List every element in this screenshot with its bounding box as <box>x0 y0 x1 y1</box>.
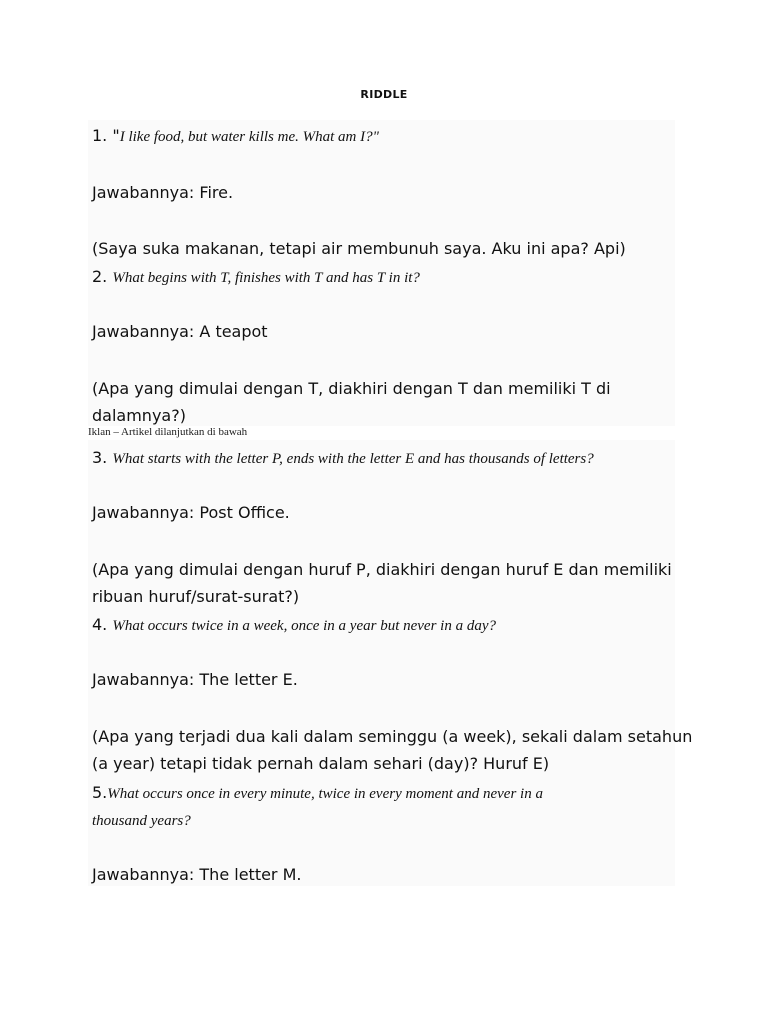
riddle-2-translation-line1: (Apa yang dimulai dengan T, diakhiri dengan T dan memiliki T di <box>92 379 611 398</box>
riddle-2-question <box>92 267 420 288</box>
riddle-4-answer: Jawabannya: The letter E. <box>92 670 298 689</box>
riddle-number: 2. <box>92 267 113 286</box>
riddle-2-answer: Jawabannya: A teapot <box>92 322 268 341</box>
riddle-text: What begins with T, finishes with T and has T in it? <box>112 270 420 286</box>
riddle-2-translation-line2: dalamnya?) <box>92 406 186 425</box>
riddle-5-question-line2 <box>92 810 191 831</box>
riddle-1-answer: Jawabannya: Fire. <box>92 183 234 202</box>
riddle-1-question <box>92 126 379 147</box>
riddle-text: thousand years? <box>92 813 191 829</box>
riddle-text: What starts with the letter P, ends with the letter E and has thousands of letters? <box>112 451 594 467</box>
riddle-4-translation-line1: (Apa yang terjadi dua kali dalam seminggu (a week), sekali dalam setahun <box>92 727 693 746</box>
riddle-number: 5. <box>92 783 108 802</box>
ad-notice: Iklan – Artikel dilanjutkan di bawah <box>88 426 248 438</box>
riddle-3-answer: Jawabannya: Post Office. <box>92 503 290 522</box>
riddle-5-answer: Jawabannya: The letter M. <box>92 865 302 884</box>
riddle-1-translation: (Saya suka makanan, tetapi air membunuh saya. Aku ini apa? Api) <box>92 239 626 258</box>
riddle-number: 1. " <box>92 126 120 145</box>
riddle-4-question <box>92 615 496 636</box>
riddle-number: 4. <box>92 615 113 634</box>
riddle-3-translation-line2: ribuan huruf/surat-surat?) <box>92 587 300 606</box>
riddle-3-translation-line1: (Apa yang dimulai dengan huruf P, diakhiri dengan huruf E dan memiliki <box>92 560 672 579</box>
riddle-3-question <box>92 448 594 469</box>
riddle-number: 3. <box>92 448 113 467</box>
riddle-text: What occurs twice in a week, once in a year but never in a day? <box>112 618 497 634</box>
riddle-text: I like food, but water kills me. What am I?" <box>119 129 379 145</box>
riddle-5-question <box>92 783 543 804</box>
page-title: RIDDLE <box>360 88 408 101</box>
riddle-text: What occurs once in every minute, twice in every moment and never in a <box>107 786 543 802</box>
riddle-4-translation-line2: (a year) tetapi tidak pernah dalam sehari (day)? Huruf E) <box>92 754 550 773</box>
